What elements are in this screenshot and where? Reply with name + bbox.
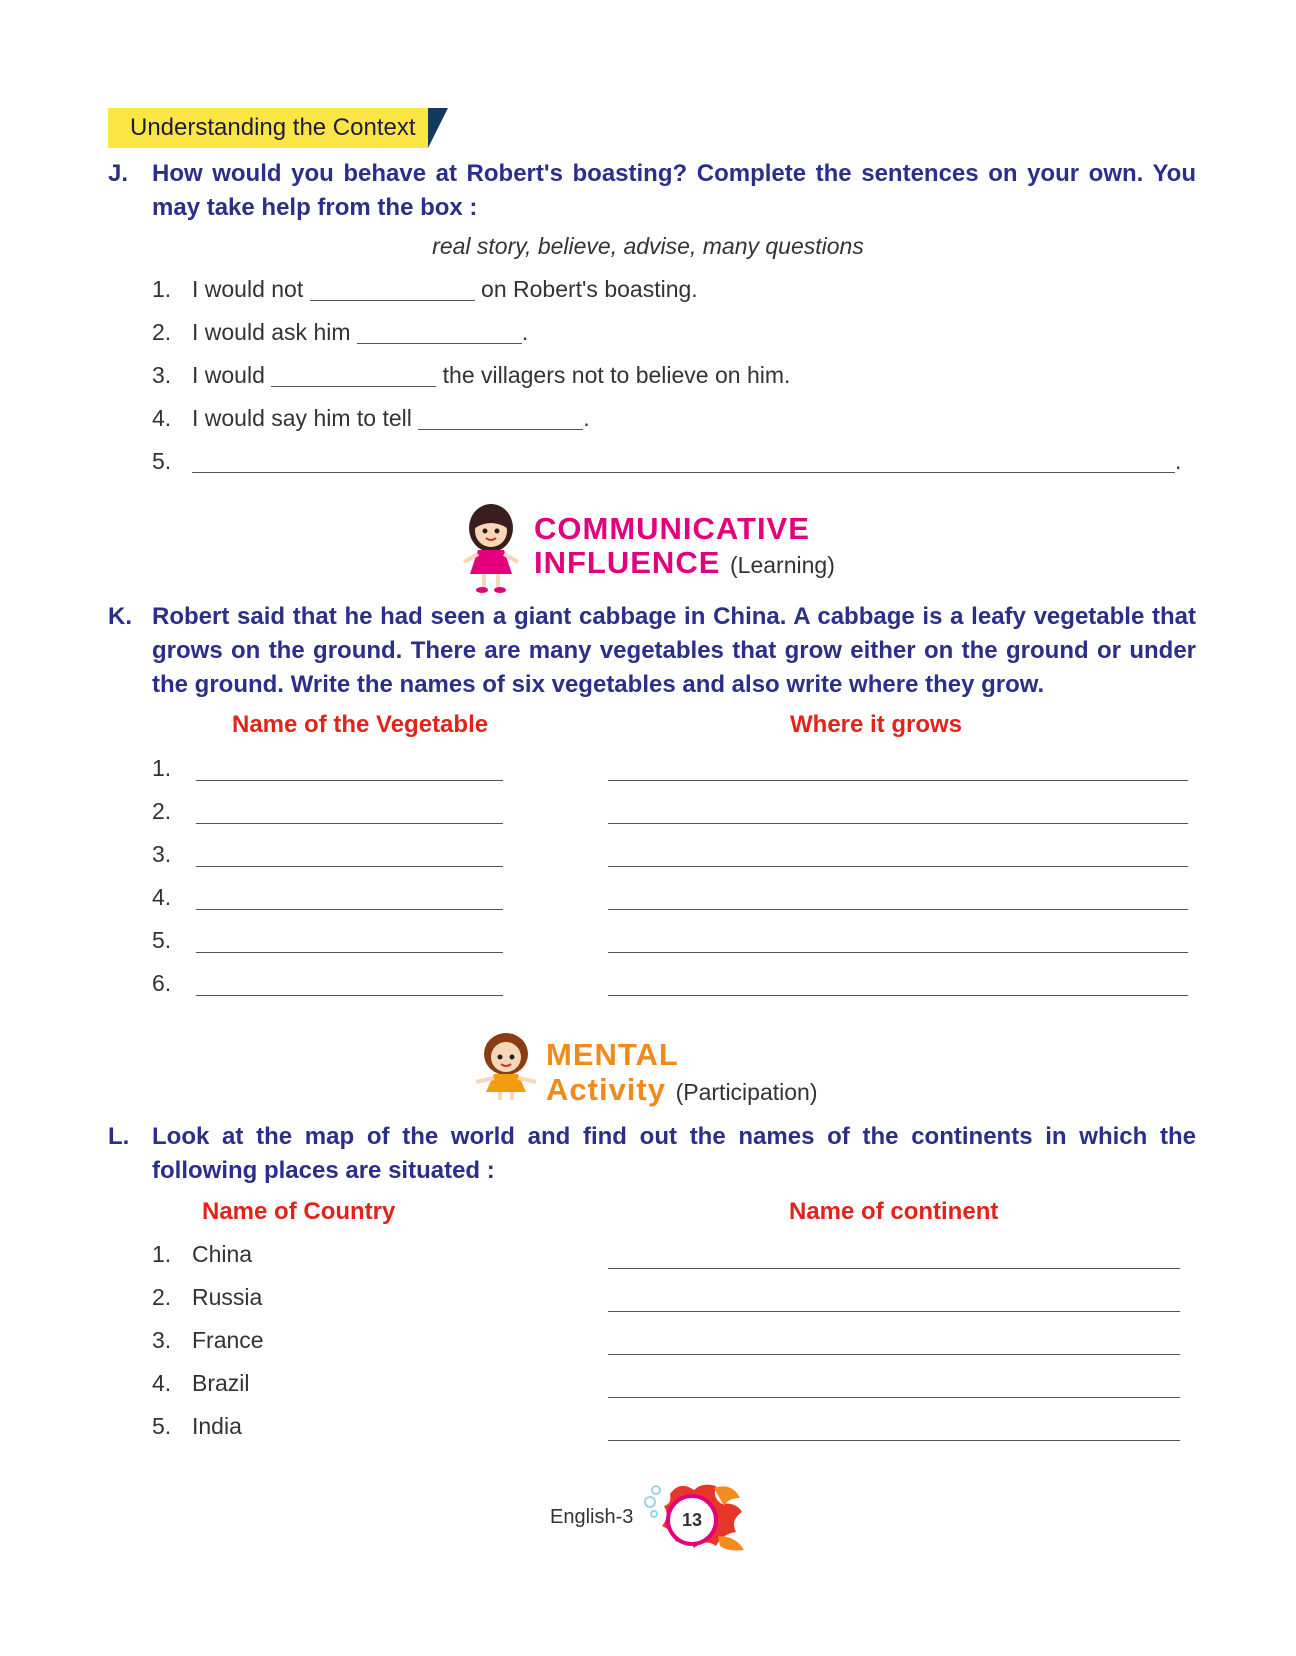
item-text-after: the villagers not to believe on him. — [442, 362, 791, 388]
k-row-number: 3. — [152, 841, 172, 867]
item-number: 2. — [152, 319, 172, 345]
l-row — [152, 1284, 262, 1311]
item-number: 1. — [152, 276, 172, 302]
continent-blank[interactable] — [608, 1397, 1180, 1398]
item-text-before: I would say him to tell — [192, 405, 412, 431]
answer-blank[interactable] — [271, 366, 436, 387]
communicative-title-line1: COMMUNICATIVE — [534, 511, 810, 546]
vegetable-blank[interactable] — [196, 866, 503, 867]
question-k-letter: K. — [108, 603, 132, 630]
item-text-before: I would — [192, 362, 265, 388]
continent-blank[interactable] — [608, 1268, 1180, 1269]
column-header-vegetable: Name of the Vegetable — [232, 711, 489, 738]
j-item-2 — [152, 319, 528, 346]
continent-blank[interactable] — [608, 1354, 1180, 1355]
where-blank[interactable] — [608, 995, 1188, 996]
answer-blank[interactable] — [192, 452, 1175, 473]
footer-book-label: English-3 — [550, 1506, 634, 1528]
row-number: 2. — [152, 1284, 172, 1310]
j-item-1 — [152, 276, 698, 303]
row-number: 1. — [152, 1241, 172, 1267]
country-name: France — [192, 1327, 264, 1353]
country-name: Russia — [192, 1284, 263, 1310]
l-row — [152, 1241, 252, 1268]
vegetable-blank[interactable] — [196, 909, 503, 910]
girl-mascot-icon — [470, 1030, 542, 1104]
where-blank[interactable] — [608, 823, 1188, 824]
item-text-before: I would ask him — [192, 319, 351, 345]
item-text-after: . — [521, 319, 529, 345]
item-text-after: . — [1175, 448, 1182, 474]
item-number: 4. — [152, 405, 172, 431]
row-number: 4. — [152, 1370, 172, 1396]
l-row — [152, 1327, 264, 1354]
column-header-continent: Name of continent — [789, 1198, 999, 1225]
j-item-4 — [152, 405, 590, 432]
vegetable-blank[interactable] — [196, 995, 503, 996]
k-row-number: 4. — [152, 884, 172, 910]
section-tag-flag — [428, 108, 448, 148]
continent-blank[interactable] — [608, 1440, 1180, 1441]
k-row-number: 1. — [152, 755, 172, 781]
hint-box: real story, believe, advise, many questions — [432, 233, 864, 259]
column-header-country: Name of Country — [202, 1198, 396, 1225]
row-number: 5. — [152, 1413, 172, 1439]
column-header-where: Where it grows — [790, 711, 963, 738]
answer-blank[interactable] — [418, 409, 583, 430]
question-l-text: Look at the map of the world and find out the names of the continents in which the following places are situated : — [152, 1123, 1196, 1184]
page-number: 13 — [666, 1494, 718, 1546]
where-blank[interactable] — [608, 780, 1188, 781]
question-l-letter: L. — [108, 1123, 130, 1150]
country-name: China — [192, 1241, 253, 1267]
mental-subtitle: (Participation) — [675, 1079, 818, 1105]
item-text-after: . — [583, 405, 590, 431]
l-row — [152, 1413, 242, 1440]
question-j-letter: J. — [108, 160, 129, 187]
question-j-text: How would you behave at Robert's boasting? Complete the sentences on your own. You may take help from the box : — [152, 160, 1196, 221]
k-row-number: 5. — [152, 927, 172, 953]
row-number: 3. — [152, 1327, 172, 1353]
item-number: 3. — [152, 362, 172, 388]
l-row — [152, 1370, 250, 1397]
where-blank[interactable] — [608, 952, 1188, 953]
j-item-3 — [152, 362, 790, 389]
communicative-subtitle: (Learning) — [730, 552, 835, 578]
item-text-before: I would not — [192, 276, 304, 302]
vegetable-blank[interactable] — [196, 823, 503, 824]
question-k-text: Robert said that he had seen a giant cabbage in China. A cabbage is a leafy vegetable that grows on the ground. There are many vegetables that grow either on the ground or under the ground. Write the names of six vegetables and also write where they grow. — [152, 603, 1196, 698]
item-number: 5. — [152, 448, 172, 474]
mental-title-word: Activity — [546, 1072, 666, 1107]
answer-blank[interactable] — [310, 280, 475, 301]
where-blank[interactable] — [608, 866, 1188, 867]
continent-blank[interactable] — [608, 1311, 1180, 1312]
item-text-after: on Robert's boasting. — [481, 276, 698, 302]
k-row-number: 6. — [152, 970, 172, 996]
vegetable-blank[interactable] — [196, 780, 503, 781]
communicative-title-word: INFLUENCE — [534, 545, 721, 580]
country-name: India — [192, 1413, 242, 1439]
j-item-5 — [152, 448, 1181, 475]
girl-mascot-icon — [458, 500, 524, 594]
vegetable-blank[interactable] — [196, 952, 503, 953]
mental-title-line2 — [546, 1073, 818, 1109]
section-tag: Understanding the Context — [108, 108, 428, 148]
country-name: Brazil — [192, 1370, 250, 1396]
communicative-title-line2 — [534, 546, 835, 582]
mental-title-line1: MENTAL — [546, 1037, 679, 1072]
k-row-number: 2. — [152, 798, 172, 824]
answer-blank[interactable] — [357, 323, 522, 344]
where-blank[interactable] — [608, 909, 1188, 910]
